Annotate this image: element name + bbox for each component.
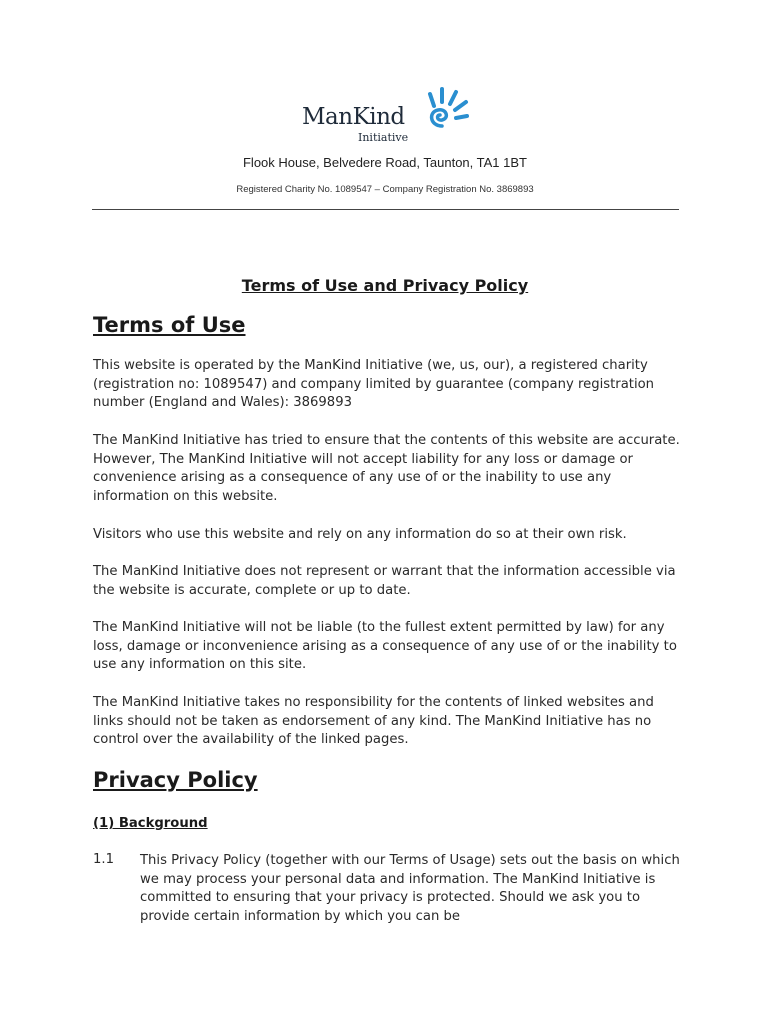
terms-paragraph-3: Visitors who use this website and rely on any information do so at their own risk. <box>93 527 627 542</box>
terms-paragraph-6: The ManKind Initiative takes no responsibility for the contents of linked websites and links should not be taken as endorsement of any kind. The ManKind Initiative has no control over the availability of the linked pages. <box>93 695 654 748</box>
privacy-heading: Privacy Policy <box>93 768 258 792</box>
terms-heading: Terms of Use <box>93 313 246 337</box>
terms-paragraph-1: This website is operated by the ManKind Initiative (we, us, our), a registered charity (registration no: 1089547) and company limited by guarantee (company registration number (England and Wales): 3869893 <box>93 358 655 411</box>
logo-subtitle: Initiative <box>358 131 409 144</box>
mankind-logo <box>300 86 475 146</box>
header-divider <box>92 209 679 210</box>
background-subheading: (1) Background <box>93 816 208 831</box>
terms-paragraph-4: The ManKind Initiative does not represent or warrant that the information accessible via the website is accurate, complete or up to date. <box>93 564 676 598</box>
terms-paragraph-2: The ManKind Initiative has tried to ensure that the contents of this website are accurate. However, The ManKind Initiative will not accept liability for any loss or damage or convenience arising as a consequence of any use of or the inability to use any information on this website. <box>93 433 680 505</box>
item-text: This Privacy Policy (together with our Terms of Usage) sets out the basis on which we may process your personal data and information. The ManKind Initiative is committed to ensuring that your privacy is protected. Should we ask you to provide certain information by which you can be <box>140 853 680 925</box>
registration-line: Registered Charity No. 1089547 – Company Registration No. 3869893 <box>236 184 534 195</box>
logo-wordmark: ManKind <box>302 104 405 130</box>
document-title: Terms of Use and Privacy Policy <box>241 276 529 295</box>
hand-spiral-icon <box>420 86 472 138</box>
address-line: Flook House, Belvedere Road, Taunton, TA1 1BT <box>242 155 527 170</box>
item-number: 1.1 <box>93 852 114 867</box>
terms-paragraph-5: The ManKind Initiative will not be liable (to the fullest extent permitted by law) for any loss, damage or inconvenience arising as a consequence of any use of or the inability to use any information on this site. <box>93 620 677 673</box>
